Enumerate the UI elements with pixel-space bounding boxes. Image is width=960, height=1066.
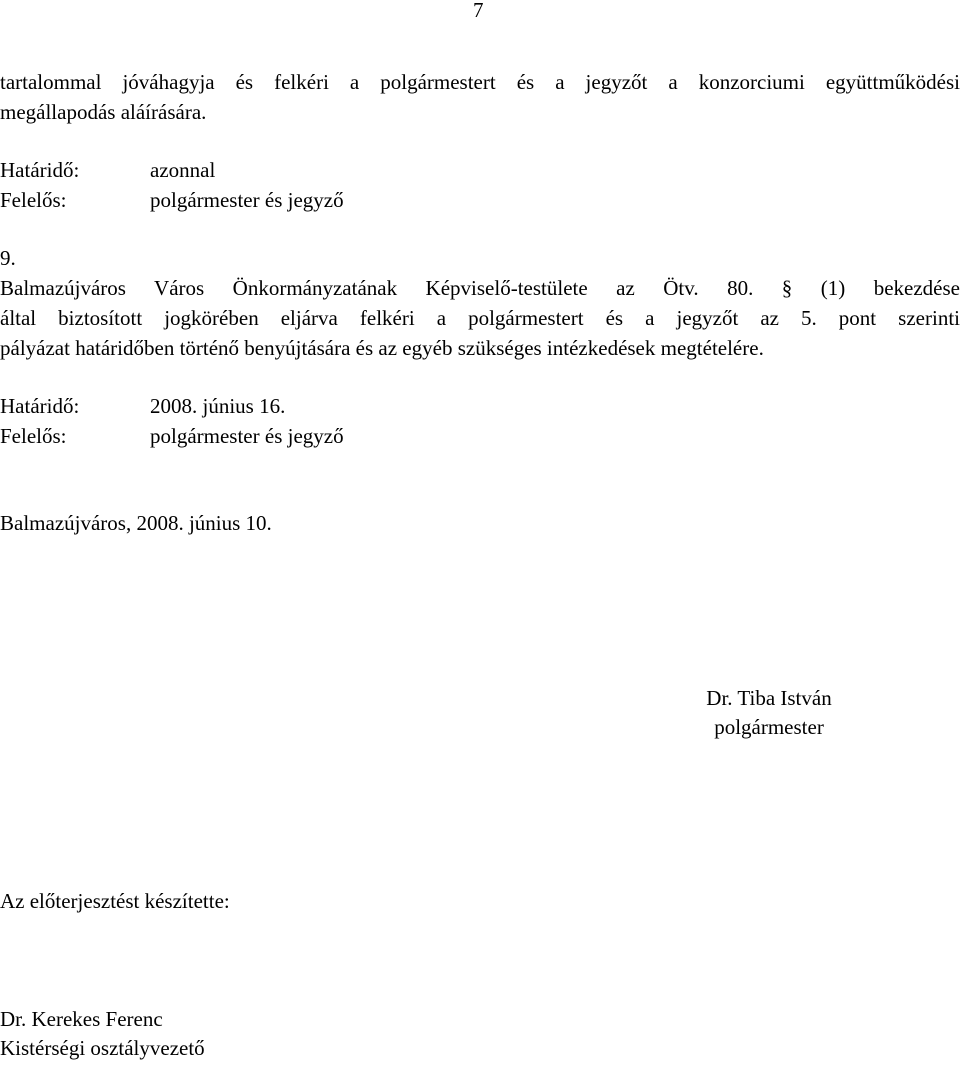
deadline-label: Határidő: <box>0 394 80 418</box>
place-date: Balmazújváros, 2008. június 10. <box>0 511 272 535</box>
responsible-label: Felelős: <box>0 188 67 212</box>
deadline-value: azonnal <box>150 158 216 182</box>
deadline-label: Határidő: <box>0 158 80 182</box>
item-9-line-2: által biztosított jogkörében eljárva felkéri a polgármestert és a jegyzőt az 5. pont szerinti <box>0 306 960 330</box>
intro-line-2: megállapodás aláírására. <box>0 100 207 124</box>
page-number: 7 <box>473 0 484 22</box>
responsible-label: Felelős: <box>0 424 67 448</box>
item-9-line-3: pályázat határidőben történő benyújtására és az egyéb szükséges intézkedések megtételére. <box>0 336 764 360</box>
item-9-line-1: Balmazújváros Város Önkormányzatának Képviselő-testülete az Ötv. 80. § (1) bekezdése <box>0 276 960 300</box>
responsible-value: polgármester és jegyző <box>150 188 344 212</box>
preparer-title: Kistérségi osztályvezető <box>0 1036 205 1060</box>
signatory-title: polgármester <box>714 715 824 739</box>
item-number: 9. <box>0 246 16 270</box>
responsible-value: polgármester és jegyző <box>150 424 344 448</box>
preparer-name: Dr. Kerekes Ferenc <box>0 1007 163 1031</box>
deadline-value: 2008. június 16. <box>150 394 286 418</box>
prepared-by-label: Az előterjesztést készítette: <box>0 889 230 913</box>
intro-line-1: tartalommal jóváhagyja és felkéri a polgármestert és a jegyzőt a konzorciumi együttműködési <box>0 70 960 94</box>
signatory-name: Dr. Tiba István <box>706 686 832 710</box>
